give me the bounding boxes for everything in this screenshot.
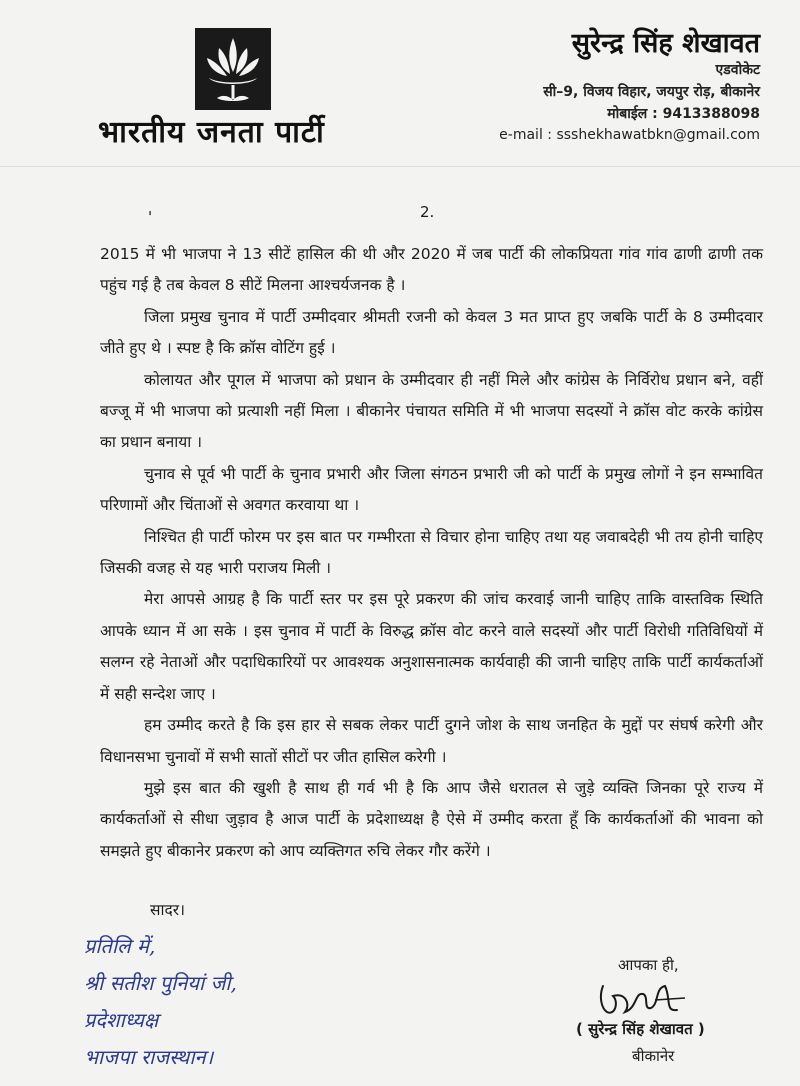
handwritten-addressee xyxy=(84,928,237,1076)
closing-text: सादर। xyxy=(150,901,185,919)
sender-mobile: मोबाईल : 9413388098 xyxy=(607,105,760,122)
body-paragraph: 2015 में भी भाजपा ने 13 सीटें हासिल की थी और 2020 में जब पार्टी की लोकप्रियता गांव गांव ढाणी ढाणी तक पहुंच गई है तब केवल 8 सीटें मिलना आश्चर्यजनक है । xyxy=(100,245,763,295)
body-paragraph: चुनाव से पूर्व भी पार्टी के चुनाव प्रभारी और जिला संगठन प्रभारी जी को पार्टी के प्रमुख लोगों ने इन सम्भावित परिणामों और चिंताओं से अवगत करवाया था । xyxy=(100,464,763,515)
body-paragraph: मेरा आपसे आग्रह है कि पार्टी स्तर पर इस पूरे प्रकरण की जांच करवाई जानी चाहिए ताकि वास्तविक स्थिति आपके ध्यान में आ सके । इस चुनाव में पार्टी के विरुद्ध क्रॉस वोट करने वाले सदस्यों और पार्टी विरोधी गतिविधियों में सलग्न रहे नेताओं और पदाधिकारियों पर आवश्यक अनुशासनात्मक कार्यवाही की जानी चाहिए ताकि पार्टी कार्यकर्ताओं में सही सन्देश जाए । xyxy=(100,590,763,703)
header-divider xyxy=(0,166,800,167)
page-number: 2. xyxy=(420,203,435,221)
body-paragraph: जिला प्रमुख चुनाव में पार्टी उम्मीदवार श्रीमती रजनी को केवल 3 मत प्राप्त हुए जबकि पार्टी के 8 उम्मीदवार जीते हुए थे । स्पष्ट है कि क्रॉस वोटिंग हुई । xyxy=(100,307,763,358)
signoff-salutation: आपका ही, xyxy=(618,956,679,974)
signatory-place: बीकानेर xyxy=(632,1047,675,1065)
addressee-line: श्री सतीश पुनियां जी, xyxy=(84,971,237,995)
letterhead-contact xyxy=(499,28,760,147)
sender-address: सी–9, विजय विहार, जयपुर रोड़, बीकानेर xyxy=(543,84,760,101)
sender-name: सुरेन्द्र सिंह शेखावत xyxy=(571,28,760,59)
margin-mark: ' xyxy=(148,208,153,226)
party-name: भारतीय जनता पार्टी xyxy=(98,115,325,150)
sender-profession: एडवोकेट xyxy=(715,62,760,79)
body-paragraph: कोलायत और पूगल में भाजपा को प्रधान के उम्मीदवार ही नहीं मिले और कांग्रेस के निर्विरोध प्रधान बने, वहीं बज्जू में भी भाजपा को प्रत्याशी नहीं मिला । बीकानेर पंचायत समिति में भी भाजपा सदस्यों ने क्रॉस वोट करके कांग्रेस का प्रधान बनाया । xyxy=(100,370,763,452)
body-paragraph: हम उम्मीद करते है कि इस हार से सबक लेकर पार्टी दुगने जोश के साथ जनहित के मुद्दों पर संघर्ष करेगी और विधानसभा चुनावों में सभी सातों सीटों पर जीत हासिल करेगी । xyxy=(100,716,763,766)
handwritten-signature xyxy=(585,978,695,1020)
letter-body xyxy=(100,239,763,867)
addressee-line: प्रदेशाध्यक्ष xyxy=(84,1008,159,1032)
body-paragraph: मुझे इस बात की खुशी है साथ ही गर्व भी है कि आप जैसे धरातल से जुड़े व्यक्ति जिनका पूरे राज्य में कार्यकर्ताओं से सीधा जुड़ाव है आज पार्टी के प्रदेशाध्यक्ष है ऐसे में उम्मीद करता हूँ कि कार्यकर्ताओं की भावना को समझते हुए बीकानेर प्रकरण को आप व्यक्तिगत रुचि लेकर गौर करेंगे । xyxy=(100,778,763,860)
addressee-line: भाजपा राजस्थान। xyxy=(84,1045,214,1069)
addressee-line: प्रतिलि में, xyxy=(84,934,156,958)
bjp-lotus-logo xyxy=(195,28,271,110)
body-paragraph: निश्चित ही पार्टी फोरम पर इस बात पर गम्भीरता से विचार होना चाहिए तथा यह जवाबदेही भी तय होनी चाहिए जिसकी वजह से यह भारी पराजय मिली । xyxy=(100,527,763,578)
signatory-name: ( सुरेन्द्र सिंह शेखावत ) xyxy=(576,1020,705,1038)
lotus-icon xyxy=(195,28,271,110)
sender-email: e-mail : ssshekhawatbkn@gmail.com xyxy=(499,127,760,144)
